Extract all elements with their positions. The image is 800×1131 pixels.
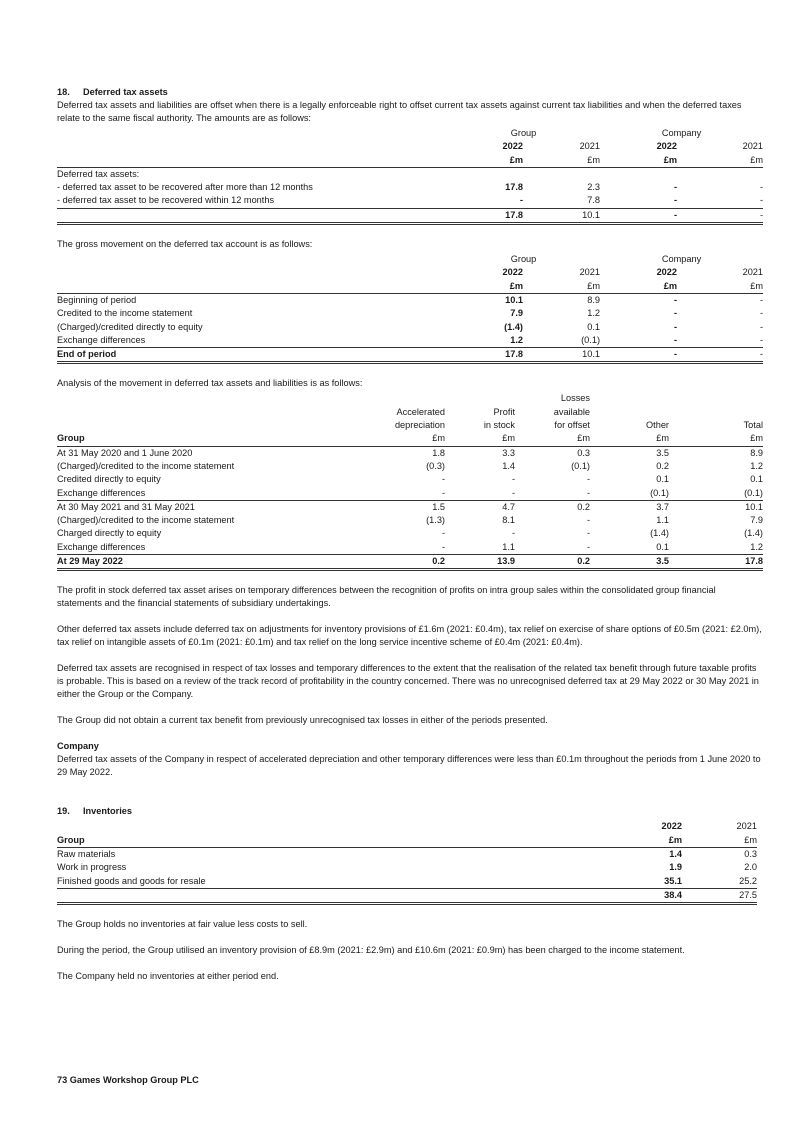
cell-value: - [759,308,764,319]
cell-value: - [759,294,764,305]
col-head [445,392,515,405]
group-row-label: Group [57,432,367,446]
year-header: 2021 [579,267,601,278]
cell-value: - [673,294,678,305]
cell-value: 0.1 [587,321,601,332]
table-row [57,527,763,540]
row-label: Credited to the income statement [57,308,193,319]
table-row [57,194,763,208]
year-header: 2022 [656,141,678,152]
cell-value: - [586,474,590,485]
paragraph: During the period, the Group utilised an inventory provision of £8.9m (2021: £2.9m) and £10.6m (2021: £0.9m) has been charged to the income statement. [57,945,685,956]
movement-analysis-table [57,392,763,571]
cell-value: - [759,321,764,332]
cell-value: - [367,487,445,501]
unit-header: £m [600,280,677,294]
cell-value: - [511,474,515,485]
cell-value: - [441,528,445,539]
cell-value: 0.1 [656,474,669,485]
cell-value: 17.8 [505,182,523,193]
table-row [57,514,763,527]
cell-value: 0.2 [577,501,590,512]
cell-value: 8.1 [502,515,515,526]
year-header: 2022 [502,141,523,152]
row-label: Work in progress [57,862,127,873]
cell-value: 10.1 [505,294,523,305]
total-value: 17.8 [447,348,523,363]
unit-header: £m [607,834,682,848]
total-row [57,555,763,570]
row-label: (Charged)/credited to the income statement [57,460,235,471]
cell-value: 2.0 [744,862,757,873]
cell-value: 0.3 [577,447,590,458]
cell-value: 1.1 [656,515,669,526]
page-footer: 73 Games Workshop Group PLC [57,1075,199,1085]
col-head: in stock [483,420,515,431]
row-label: At 31 May 2020 and 1 June 2020 [57,447,193,458]
cell-value: - [759,182,764,193]
year-header: 2022 [661,821,682,832]
gross-movement-table [57,253,763,364]
total-value: - [677,208,763,223]
cell-value: (0.1) [590,487,669,501]
unit-header: £m [523,280,600,294]
analysis-intro: Analysis of the movement in deferred tax assets and liabilities is as follows: [57,378,363,389]
group-col-label: Group [510,254,537,265]
unit-header: £m [523,154,600,168]
cell-value: 1.1 [445,541,515,555]
cell-value: 1.2 [587,308,601,319]
cell-value: - [515,541,590,555]
total-value: - [600,208,677,223]
cell-value: (1.3) [426,515,445,526]
cell-value: - [367,541,445,555]
cell-value: 1.9 [669,862,682,873]
cell-value: 1.2 [669,541,763,555]
cell-value: (1.4) [744,528,763,539]
cell-value: 4.7 [502,501,515,512]
table-row [57,460,763,473]
row-label: Beginning of period [57,294,137,305]
cell-value: - [586,528,590,539]
cell-value: - [586,515,590,526]
year-header: 2021 [742,141,764,152]
unit-header: £m [677,154,763,168]
unit-header: £m [515,432,590,446]
total-row [57,888,757,903]
year-header: 2021 [736,821,757,832]
cell-value: 0.3 [744,848,757,859]
cell-value: 7.9 [750,515,763,526]
cell-value: - [673,182,678,193]
unit-header: £m [600,154,677,168]
row-label: At 30 May 2021 and 31 May 2021 [57,501,195,512]
total-value: - [600,348,677,363]
table-row [57,473,763,486]
total-value: 0.2 [515,555,590,570]
company-col-label: Company [661,128,702,138]
unit-header: £m [677,280,763,294]
total-value: 13.9 [445,555,515,570]
row-label: (Charged)/credited to the income statement [57,515,235,526]
total-value: 10.1 [523,208,600,223]
row-label: Raw materials [57,848,116,859]
table-row [57,181,763,194]
cell-value: 7.9 [510,308,523,319]
cell-value: 8.9 [587,294,601,305]
cell-value: - [600,194,677,208]
cell-value: 25.2 [682,875,757,889]
table-row [57,875,757,889]
col-head: Other [646,420,669,431]
cell-value: - [677,194,763,208]
cell-value: - [445,487,515,501]
col-head: for offset [554,420,590,431]
table-row [57,321,763,334]
row-label: - deferred tax asset to be recovered after more than 12 months [57,182,313,193]
row-label: Credited directly to equity [57,474,161,485]
col-head [367,392,445,405]
paragraph: Other deferred tax assets include deferred tax on adjustments for inventory provisions of £1.6m (2021: £0.4m), tax relief on exercise of share options of £0.5m (2021: £2.0m), tax relief on intangible assets of £0.1m (2021: £0.1m) and tax relief on the long service incentive scheme of £0.4m (2021: £0.4m). [57,624,762,648]
total-row [57,348,763,363]
col-head: Total [743,420,763,431]
cell-value: - [677,334,763,348]
total-value: 17.8 [447,208,523,223]
cell-value: 35.1 [607,875,682,889]
inventories-table [57,820,757,905]
paragraph: Deferred tax assets are recognised in respect of tax losses and temporary differences to the extent that the realisation of the related tax benefit through future taxable profits is probable. This is based on a review of the track record of profitability in the country concerned. There was no unrecognised deferred tax at 29 May 2022 or 30 May 2021 in either the Group or the Company. [57,663,759,700]
group-row-label: Group [57,834,607,848]
cell-value: 8.9 [750,447,763,458]
note-19-title: Inventories [83,806,133,817]
table-row [57,861,757,874]
row-label: Exchange differences [57,334,447,348]
cell-value: (1.4) [504,321,523,332]
deferred-tax-table [57,127,763,225]
table-row [57,334,763,348]
cell-value: (0.1) [571,460,590,471]
paragraph: The Company held no inventories at either period end. [57,971,279,982]
group-col-label: Group [510,128,537,138]
cell-value: 1.2 [447,334,523,348]
total-value: 3.5 [590,555,669,570]
table-row [57,487,763,501]
cell-value: 3.7 [656,501,669,512]
row-label: (Charged)/credited directly to equity [57,321,203,332]
table-row [57,293,763,307]
cell-value: - [511,528,515,539]
note-19-heading [57,805,763,818]
total-value: 10.1 [523,348,600,363]
cell-value: (0.1) [669,487,763,501]
cell-value: 0.1 [750,474,763,485]
cell-value: - [673,321,678,332]
paragraph: The Group holds no inventories at fair value less costs to sell. [57,919,308,930]
col-head [669,406,763,419]
col-head [590,406,669,419]
cell-value: 1.8 [432,447,445,458]
cell-value: (1.4) [650,528,669,539]
page-content [57,86,763,983]
row-label: Charged directly to equity [57,528,162,539]
table-row [57,541,763,555]
row-label: Exchange differences [57,541,367,555]
cell-value: - [447,194,523,208]
col-head: Profit [493,406,515,417]
unit-header: £m [669,432,763,446]
cell-value: 1.5 [432,501,445,512]
year-header: 2022 [656,267,678,278]
cell-value: 1.4 [502,460,515,471]
col-head [669,392,763,405]
row-label: Finished goods and goods for resale [57,875,607,889]
table-row [57,847,757,861]
total-label: End of period [57,348,447,363]
total-row [57,208,763,223]
company-subheading: Company [57,741,99,752]
cell-value: - [441,474,445,485]
note-18-title: Deferred tax assets [83,87,168,97]
unit-header: £m [445,432,515,446]
total-label: At 29 May 2022 [57,555,367,570]
cell-value: 7.8 [523,194,600,208]
row-label: Exchange differences [57,487,367,501]
paragraph: The profit in stock deferred tax asset arises on temporary differences between the recognition of profits on intra group sales within the consolidated group financial statements and the financial statements of subsidiary undertakings. [57,585,716,609]
cell-value: 10.1 [745,501,763,512]
cell-value: 3.5 [656,447,669,458]
col-head: depreciation [394,420,445,431]
cell-value: 1.4 [669,848,682,859]
total-value: 17.8 [669,555,763,570]
year-header: 2021 [579,141,601,152]
cell-value: 2.3 [587,182,601,193]
movement-intro: The gross movement on the deferred tax account is as follows: [57,239,313,250]
row-label: - deferred tax asset to be recovered within 12 months [57,194,447,208]
unit-header: £m [590,432,669,446]
unit-header: £m [447,154,523,168]
note-18-intro: Deferred tax assets and liabilities are offset when there is a legally enforceable right to offset current tax assets against current tax liabilities and when the deferred taxes relate to the same fiscal authority. The amounts are as follows: [57,100,742,123]
total-value: 27.5 [682,888,757,903]
cell-value: 3.3 [502,447,515,458]
cell-value: 1.2 [750,460,763,471]
total-value: - [677,348,763,363]
unit-header: £m [682,834,757,848]
table-row [57,446,763,460]
note-19-number: 19. [57,806,70,817]
col-head: Accelerated [396,406,445,417]
note-18-number: 18. [57,87,70,97]
col-head: available [553,406,590,417]
table-row [57,307,763,320]
unit-header: £m [367,432,445,446]
table-row [57,500,763,514]
cell-value: 0.2 [656,460,669,471]
cell-value: (0.1) [523,334,600,348]
paragraph: Deferred tax assets of the Company in respect of accelerated depreciation and other temporary differences were less than £0.1m throughout the periods from 1 June 2020 to 29 May 2022. [57,754,761,778]
row-heading: Deferred tax assets: [57,168,140,179]
cell-value: - [600,334,677,348]
cell-value: - [673,308,678,319]
year-header: 2021 [742,267,764,278]
cell-value: - [515,487,590,501]
total-value: 0.2 [367,555,445,570]
col-head: Losses [560,393,590,404]
paragraph: The Group did not obtain a current tax benefit from previously unrecognised tax losses in either of the periods presented. [57,715,548,726]
total-value: 38.4 [607,888,682,903]
company-col-label: Company [661,254,702,265]
unit-header: £m [447,280,523,294]
note-18-heading [57,86,763,99]
cell-value: (0.3) [426,460,445,471]
year-header: 2022 [502,267,523,278]
cell-value: 0.1 [590,541,669,555]
col-head [590,392,669,405]
